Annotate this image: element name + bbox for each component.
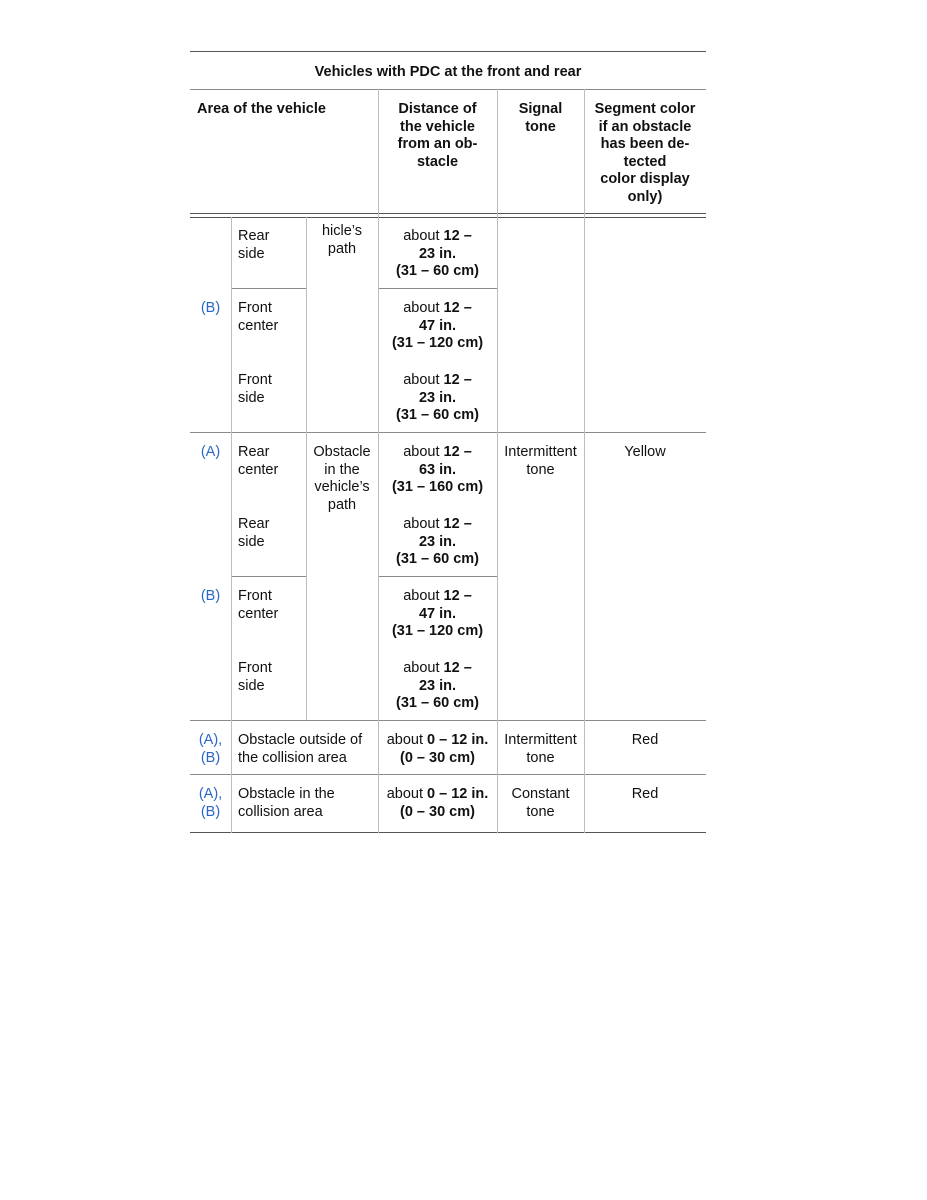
signal-tone: Intermittent tone [504,732,577,766]
distance-cell: about 0 – 12 in. (0 – 30 cm) [386,732,489,766]
area-label: Obstacle in the collision area [238,786,335,820]
distance-cell: about 12 – 63 in. (31 – 160 cm) [391,444,484,495]
area-label: Rear side [238,516,270,550]
area-label: Front side [238,660,272,694]
sub-rule [378,288,497,289]
distance-cell: about 0 – 12 in. (0 – 30 cm) [386,786,489,820]
header-distance: Distance of the vehicle from an ob- stacle [397,101,478,170]
path-label: Obstacle in the vehicle’s path [313,444,371,513]
distance-cell: about 12 – 23 in. (31 – 60 cm) [395,228,480,279]
zone-label: (A), (B) [198,732,223,766]
header-rule-double [190,217,706,218]
distance-cell: about 12 – 23 in. (31 – 60 cm) [395,660,480,711]
signal-tone: Intermittent tone [504,444,577,478]
signal-tone: Constant tone [511,786,570,820]
column-divider [231,217,232,833]
zone-label: (A) [200,444,221,460]
sub-rule [378,576,497,577]
header-signal: Signal tone [518,101,563,135]
distance-cell: about 12 – 47 in. (31 – 120 cm) [391,588,484,639]
header-area: Area of the vehicle [197,101,326,117]
zone-label: (B) [200,588,221,604]
area-label: Obstacle outside of the collision area [238,732,363,766]
zone-label: (A), (B) [198,786,223,820]
segment-color: Red [631,786,659,802]
distance-cell: about 12 – 47 in. (31 – 120 cm) [391,300,484,351]
segment-color: Yellow [624,444,666,460]
distance-cell: about 12 – 23 in. (31 – 60 cm) [395,372,480,423]
area-label: Front center [238,300,279,334]
header-segment: Segment color if an obstacle has been de- tected color display only) [594,101,696,205]
header-rule [190,213,706,214]
sub-rule [231,576,306,577]
distance-cell: about 12 – 23 in. (31 – 60 cm) [395,516,480,567]
area-label: Rear center [238,444,279,478]
path-label: hicle’s path [321,223,363,257]
sub-rule [231,288,306,289]
table-top-rule [190,51,706,52]
title-rule [190,89,706,90]
row-rule [190,720,706,721]
row-rule [190,774,706,775]
row-rule [190,432,706,433]
table-bottom-rule [190,832,706,833]
zone-label: (B) [200,300,221,316]
pdc-table [190,51,706,833]
table-title: Vehicles with PDC at the front and rear [314,64,582,80]
area-label: Rear side [238,228,270,262]
area-label: Front center [238,588,279,622]
area-label: Front side [238,372,272,406]
segment-color: Red [631,732,659,748]
